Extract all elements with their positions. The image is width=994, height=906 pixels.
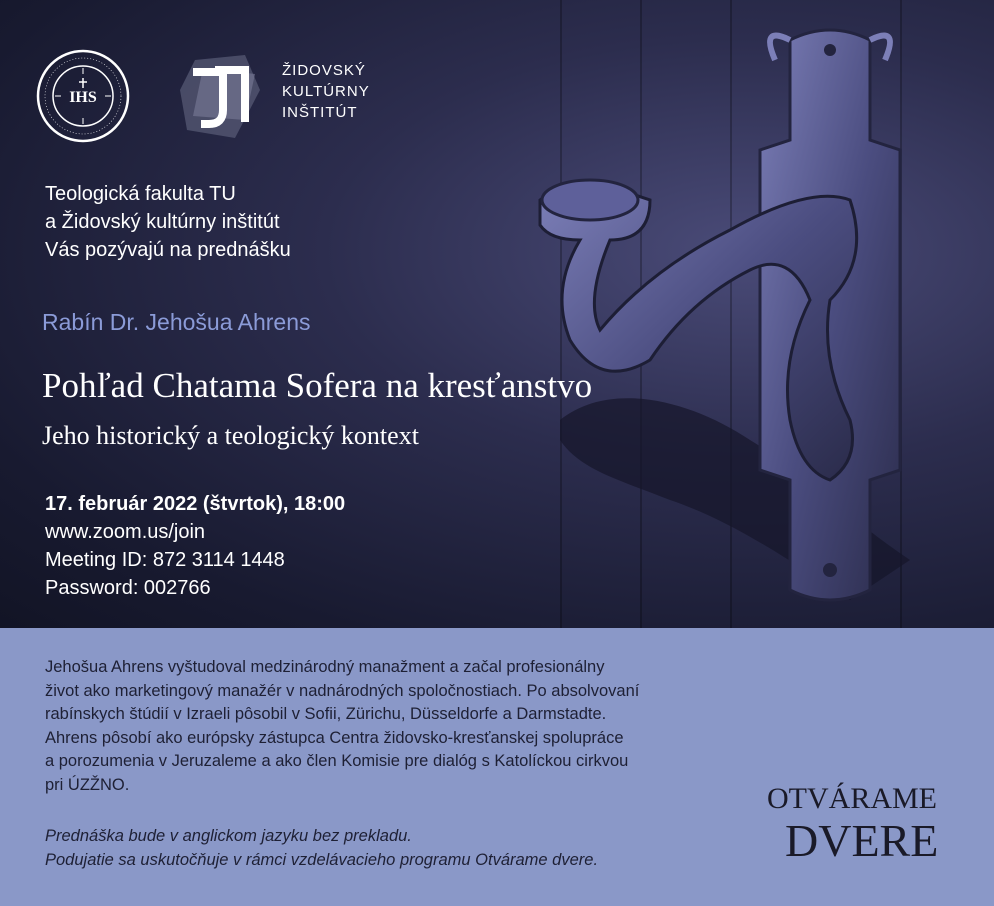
event-date: 17. február 2022 (štvrtok), 18:00	[45, 493, 346, 515]
bio-line: rabínskych štúdií v Izraeli pôsobil v Sofii, Zürichu, Düsseldorfe a Darmstadte.	[45, 705, 607, 723]
note-line: Prednáška bude v anglickom jazyku bez prekladu.	[45, 827, 412, 845]
bio-line: pri ÚZŽNO.	[45, 775, 130, 794]
speaker-bio	[45, 656, 639, 797]
lecture-subtitle: Jeho historický a teologický kontext	[42, 421, 419, 450]
university-seal-logo	[35, 48, 131, 144]
bio-line: Ahrens pôsobí ako európsky zástupca Centra židovsko-kresťanskej spolupráce	[45, 728, 624, 747]
otvarame-line2: DVERE	[785, 815, 939, 866]
event-notes	[45, 824, 598, 872]
zki-name	[282, 60, 370, 123]
zki-line-2: KULTÚRNY	[282, 83, 370, 100]
zoom-link[interactable]: www.zoom.us/join	[45, 521, 206, 543]
meeting-id: Meeting ID: 872 3114 1448	[45, 549, 285, 571]
bio-line: Jehošua Ahrens vyštudoval medzinárodný manažment a začal profesionálny	[45, 658, 605, 676]
speaker-name: Rabín Dr. Jehošua Ahrens	[42, 309, 311, 335]
invitation-intro	[45, 180, 291, 264]
intro-line-2: a Židovský kultúrny inštitút	[45, 211, 280, 233]
bio-line: a porozumenia v Jeruzaleme a ako člen Komisie pre dialóg s Katolíckou cirkvou	[45, 752, 629, 770]
zki-logo-icon	[175, 50, 267, 142]
note-line: Podujatie sa uskutočňuje v rámci vzdelávacieho programu Otvárame dvere.	[45, 851, 599, 869]
intro-line-1: Teologická fakulta TU	[45, 183, 236, 205]
event-details	[45, 490, 345, 602]
lecture-title: Pohľad Chatama Sofera na kresťanstvo	[42, 366, 593, 405]
seal-monogram: IHS	[69, 89, 97, 106]
meeting-password: Password: 002766	[45, 577, 211, 599]
bio-line: život ako marketingový manažér v nadnárodných spoločnostiach. Po absolvovaní	[45, 681, 640, 700]
zki-line-3: INŠTITÚT	[282, 104, 358, 121]
otvarame-dvere-logo	[765, 760, 975, 870]
door-handle-image	[490, 0, 994, 628]
zki-line-1: ŽIDOVSKÝ	[282, 62, 366, 79]
intro-line-3: Vás pozývajú na prednášku	[45, 239, 291, 261]
otvarame-line1: OTVÁRAME	[767, 782, 937, 815]
